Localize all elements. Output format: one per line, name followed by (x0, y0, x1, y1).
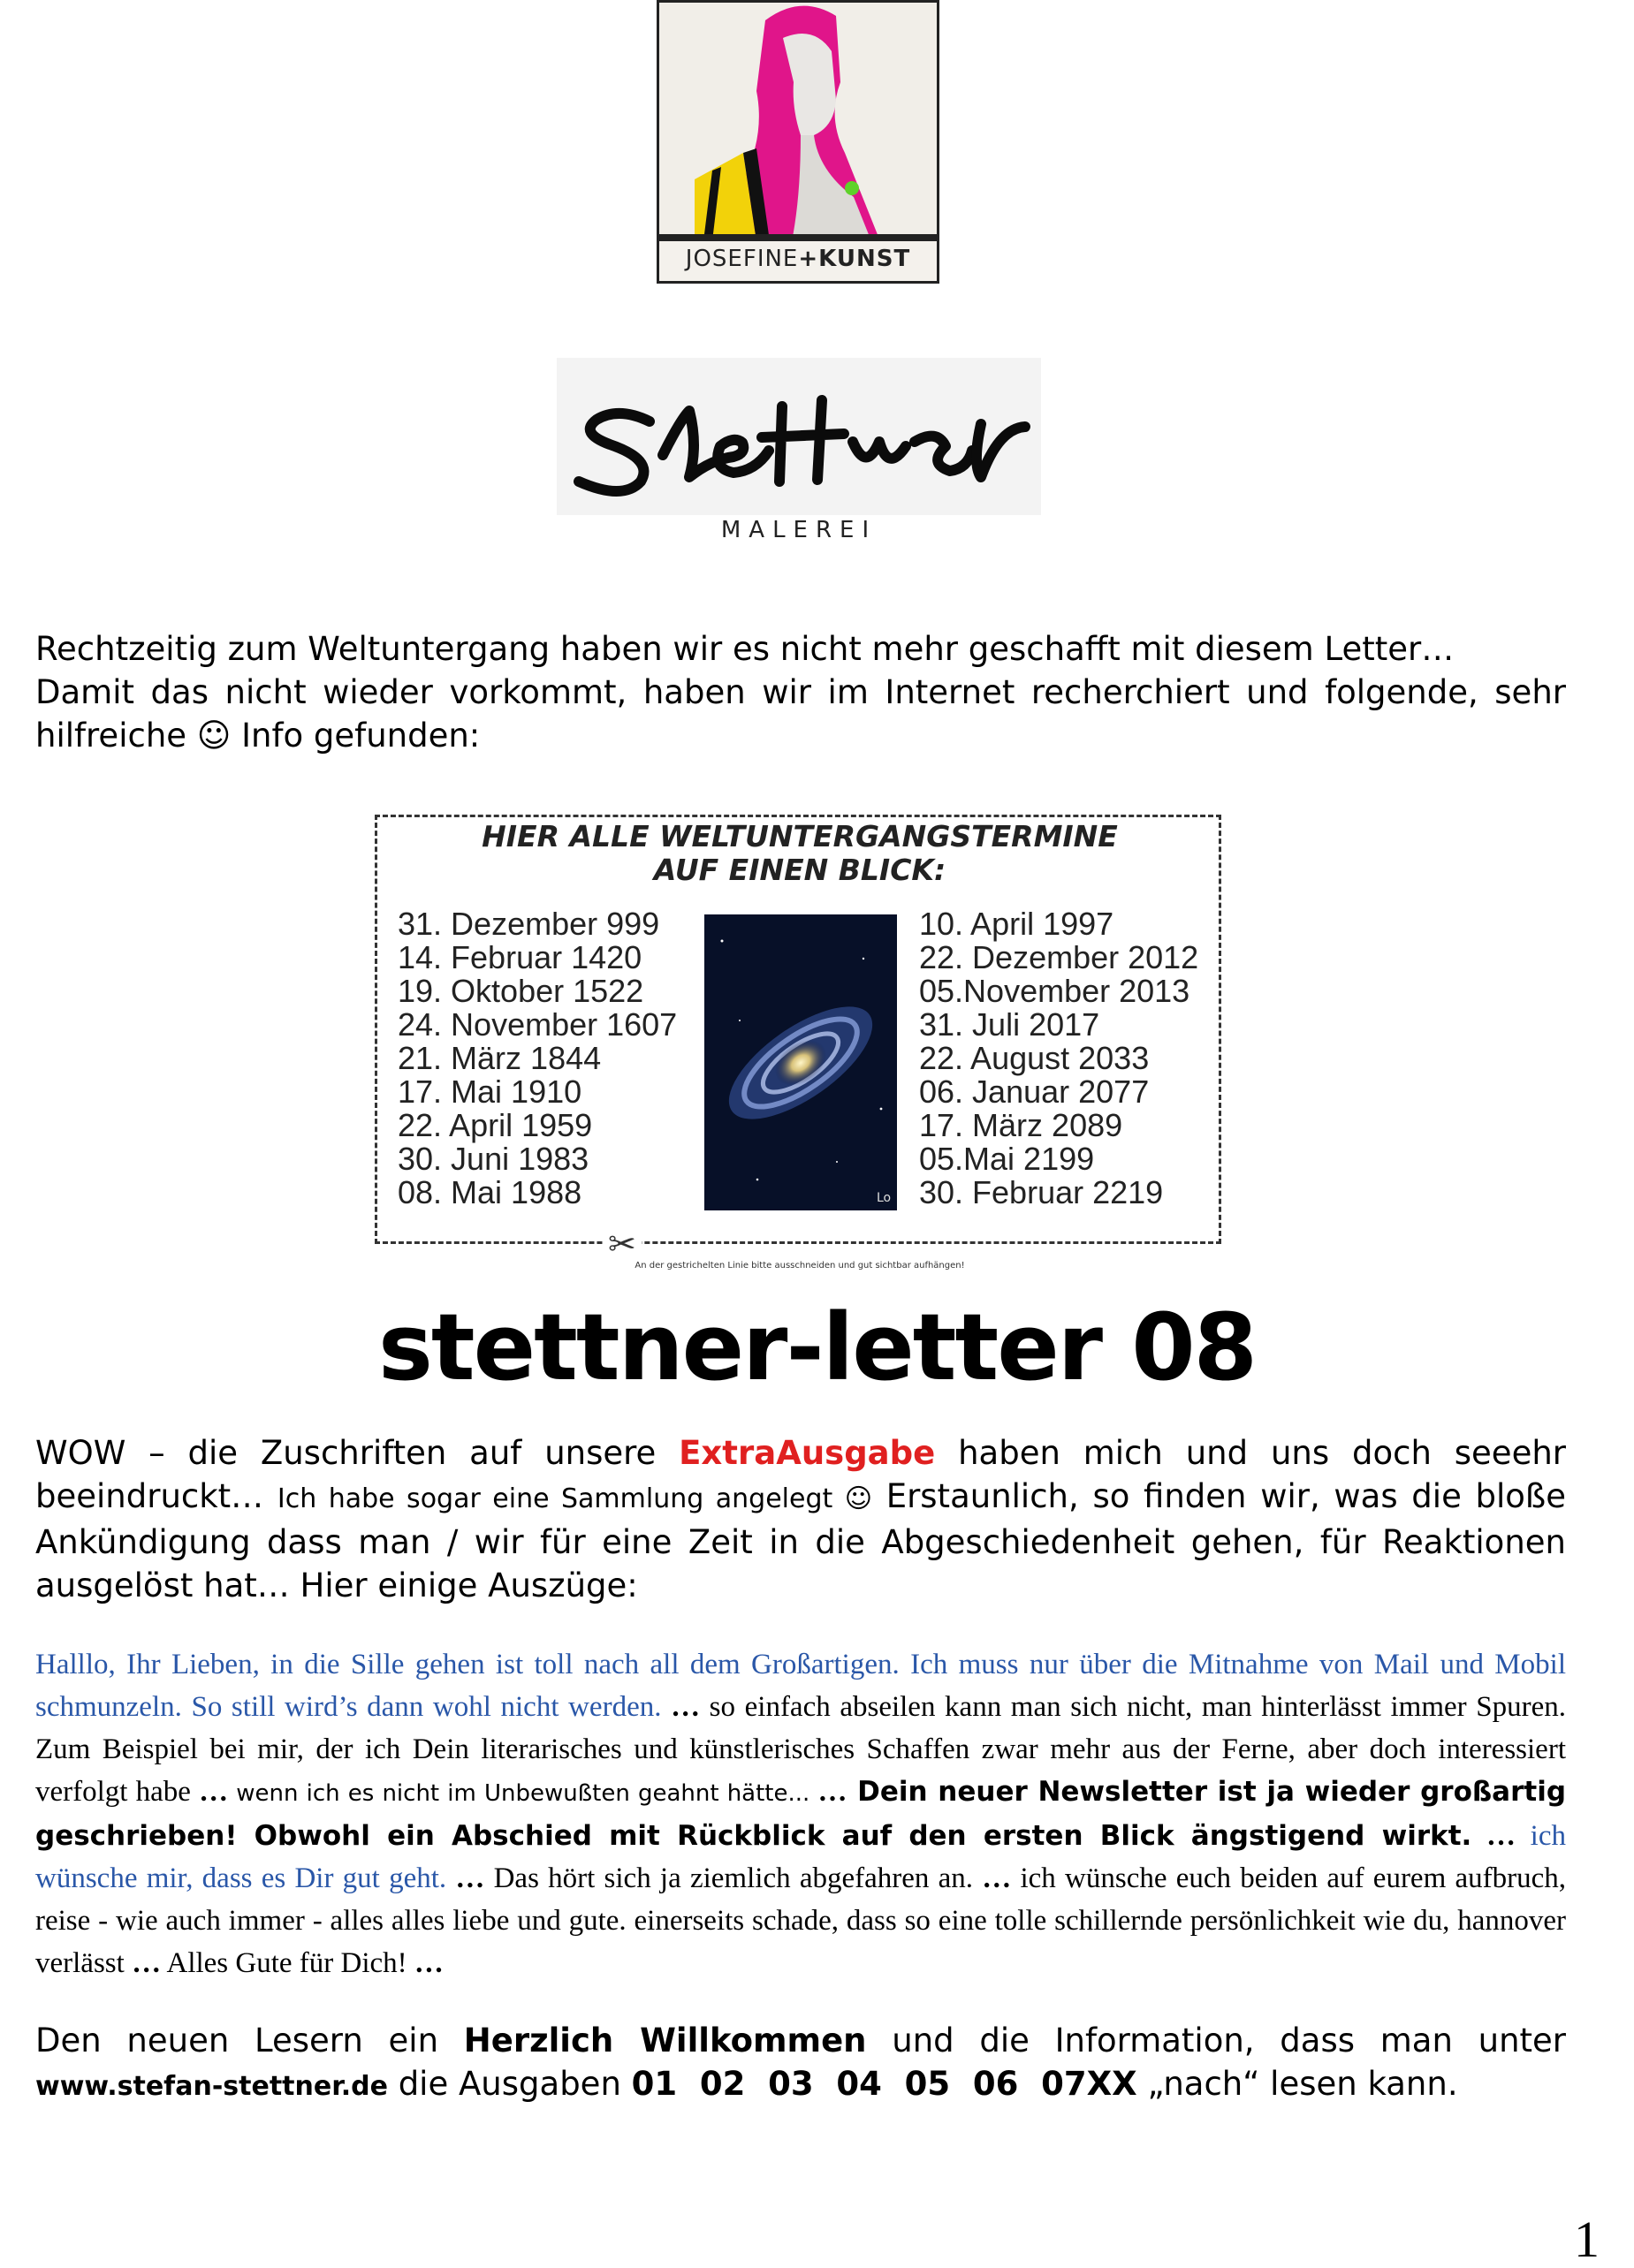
quote-1: Halllo, Ihr Lieben, in die Sille gehen ist toll nach all dem Großartigen. Ich muss nur über die Mitnahme von Mail und Mobil schmunzeln. So still wird’s dann wohl nicht werden. (35, 1649, 1566, 1723)
quote-7: ich wünsche euch beiden auf eurem aufbruch, reise - wie auch immer - alles alles liebe und gute. einerseits schade, dass so eine tolle schillernde persönlichkeit wie du, hannover verlässt (35, 1862, 1567, 1979)
coupon-cut-note: An der gestrichelten Linie bitte ausschneiden und gut sichtbar aufhängen! (635, 1261, 965, 1271)
stettner-signature-logo (557, 358, 1041, 515)
doomsday-date: 06. Januar 2077 (919, 1073, 1150, 1110)
doomsday-date: 19. Oktober 1522 (398, 973, 644, 1009)
josefine-kunst-label: JOSEFINE+KUNST (685, 246, 911, 272)
dates-left-list (398, 907, 677, 1210)
doomsday-date: 05.Mai 2199 (919, 1141, 1095, 1177)
doomsday-date: 31. Dezember 999 (398, 906, 660, 942)
doomsday-date: 22. April 1959 (398, 1107, 593, 1143)
issue-numbers: 01 02 03 04 05 06 07XX (631, 2065, 1137, 2103)
doomsday-date: 17. Mai 1910 (398, 1073, 582, 1110)
doomsday-date: 05.November 2013 (919, 973, 1190, 1009)
doomsday-date: 22. August 2033 (919, 1040, 1150, 1076)
doomsday-date: 21. März 1844 (398, 1040, 602, 1076)
doomsday-date: 24. November 1607 (398, 1006, 678, 1043)
website-link[interactable]: www.stefan-stettner.de (35, 2071, 388, 2102)
doomsday-date: 14. Februar 1420 (398, 939, 642, 975)
smiley-icon: ☺ (196, 717, 232, 755)
coupon-title: HIER ALLE WELTUNTERGANGSTERMINE AUF EINEN BLICK: (482, 819, 1118, 887)
dates-right-list (919, 907, 1198, 1210)
intro-paragraph (35, 627, 1566, 757)
malerei-subtitle: MALEREI (720, 517, 878, 543)
galaxy-image (704, 914, 897, 1210)
doomsday-dates-coupon (362, 804, 1237, 1281)
quote-8: Alles Gute für Dich! (161, 1947, 407, 1979)
intro-line-1: Rechtzeitig zum Weltuntergang haben wir es nicht mehr geschafft mit diesem Letter… (35, 630, 1455, 668)
welcome-line-2: www.stefan-stettner.de die Ausgaben 01 02 03 04 05 06 07XX „nach“ lesen kann. (35, 2065, 1458, 2103)
scissors-icon: ✂ (603, 1226, 642, 1262)
mannequin-figure-image (659, 3, 937, 241)
quote-6: Das hört sich ja ziemlich abgefahren an. (484, 1862, 974, 1894)
extra-ausgabe-highlight: ExtraAusgabe (679, 1434, 936, 1472)
welcome-paragraph (35, 2019, 1566, 2108)
doomsday-date: 30. Februar 2219 (919, 1174, 1164, 1210)
quote-2: so einfach abseilen kann man sich nicht, man hinterlässt immer Spuren. Zum Beispiel bei mir, der ich Dein literarisches und künstlerisches Schaffen zwar mehr aus der Ferne, aber doch interessiert verfolgt habe (35, 1691, 1566, 1808)
svg-text:Lo: Lo (877, 1191, 892, 1205)
doomsday-date: 30. Juni 1983 (398, 1141, 589, 1177)
josefine-kunst-logo (657, 0, 939, 284)
intro-line-2: Damit das nicht wieder vorkommt, haben wir im Internet recherchiert und folgende, sehr hilfreiche ☺ Info gefunden: (35, 673, 1566, 755)
doomsday-date: 22. Dezember 2012 (919, 939, 1199, 975)
quote-4: Dein neuer Newsletter ist ja wieder großartig geschrieben! Obwohl ein Abschied mit Rückblick auf den ersten Blick ängstigend wirkt. (35, 1776, 1567, 1852)
responses-paragraph: WOW – die Zuschriften auf unsere ExtraAusgabe haben mich und uns doch seeehr beeindruckt… Ich habe sogar eine Sammlung angelegt ☺ Erstaunlich, so finden wir, was die bloße Ankündigung dass man / wir für eine Zeit in die Abgeschiedenheit gehen, für Reaktionen ausgelöst hat… Hier einige Auszüge: (35, 1434, 1567, 1604)
doomsday-date: 31. Juli 2017 (919, 1006, 1100, 1043)
page-number: 1 (1574, 2211, 1600, 2268)
doomsday-date: 10. April 1997 (919, 906, 1114, 942)
quote-5: ich wünsche mir, dass es Dir gut geht. (35, 1820, 1566, 1894)
reader-quotes: Halllo, Ihr Lieben, in die Sille gehen ist toll nach all dem Großartigen. Ich muss nur über die Mitnahme von Mail und Mobil schmunzeln. So still wird’s dann wohl nicht werden. … so einfach abseilen kann man sich nicht, man hinterlässt immer Spuren. Zum Beispiel bei mir, der ich Dein literarisches und künstlerisches Schaffen zwar mehr aus der Ferne, aber doch interessiert verfolgt habe … wenn ich es nicht im Unbewußten geahnt hätte... … Dein neuer Newsletter ist ja wieder großartig geschrieben! Obwohl ein Abschied mit Rückblick auf den ersten Blick ängstigend wirkt. … ich wünsche mir, dass es Dir gut geht. … Das hört sich ja ziemlich abgefahren an. … ich wünsche euch beiden auf eurem aufbruch, reise - wie auch immer - alles alles liebe und gute. einerseits schade, dass so eine tolle schillernde persönlichkeit wie du, hannover verlässt … Alles Gute für Dich! … (35, 1649, 1567, 1979)
stettner-signature-image (557, 358, 1041, 515)
welcome-line-1: Den neuen Lesern ein Herzlich Willkommen und die Information, dass man unter (35, 2021, 1567, 2059)
quote-3: wenn ich es nicht im Unbewußten geahnt hätte... (236, 1780, 810, 1807)
doomsday-date: 08. Mai 1988 (398, 1174, 582, 1210)
letter-headline: stettner-letter 08 (378, 1293, 1256, 1401)
doomsday-date: 17. März 2089 (919, 1107, 1123, 1143)
